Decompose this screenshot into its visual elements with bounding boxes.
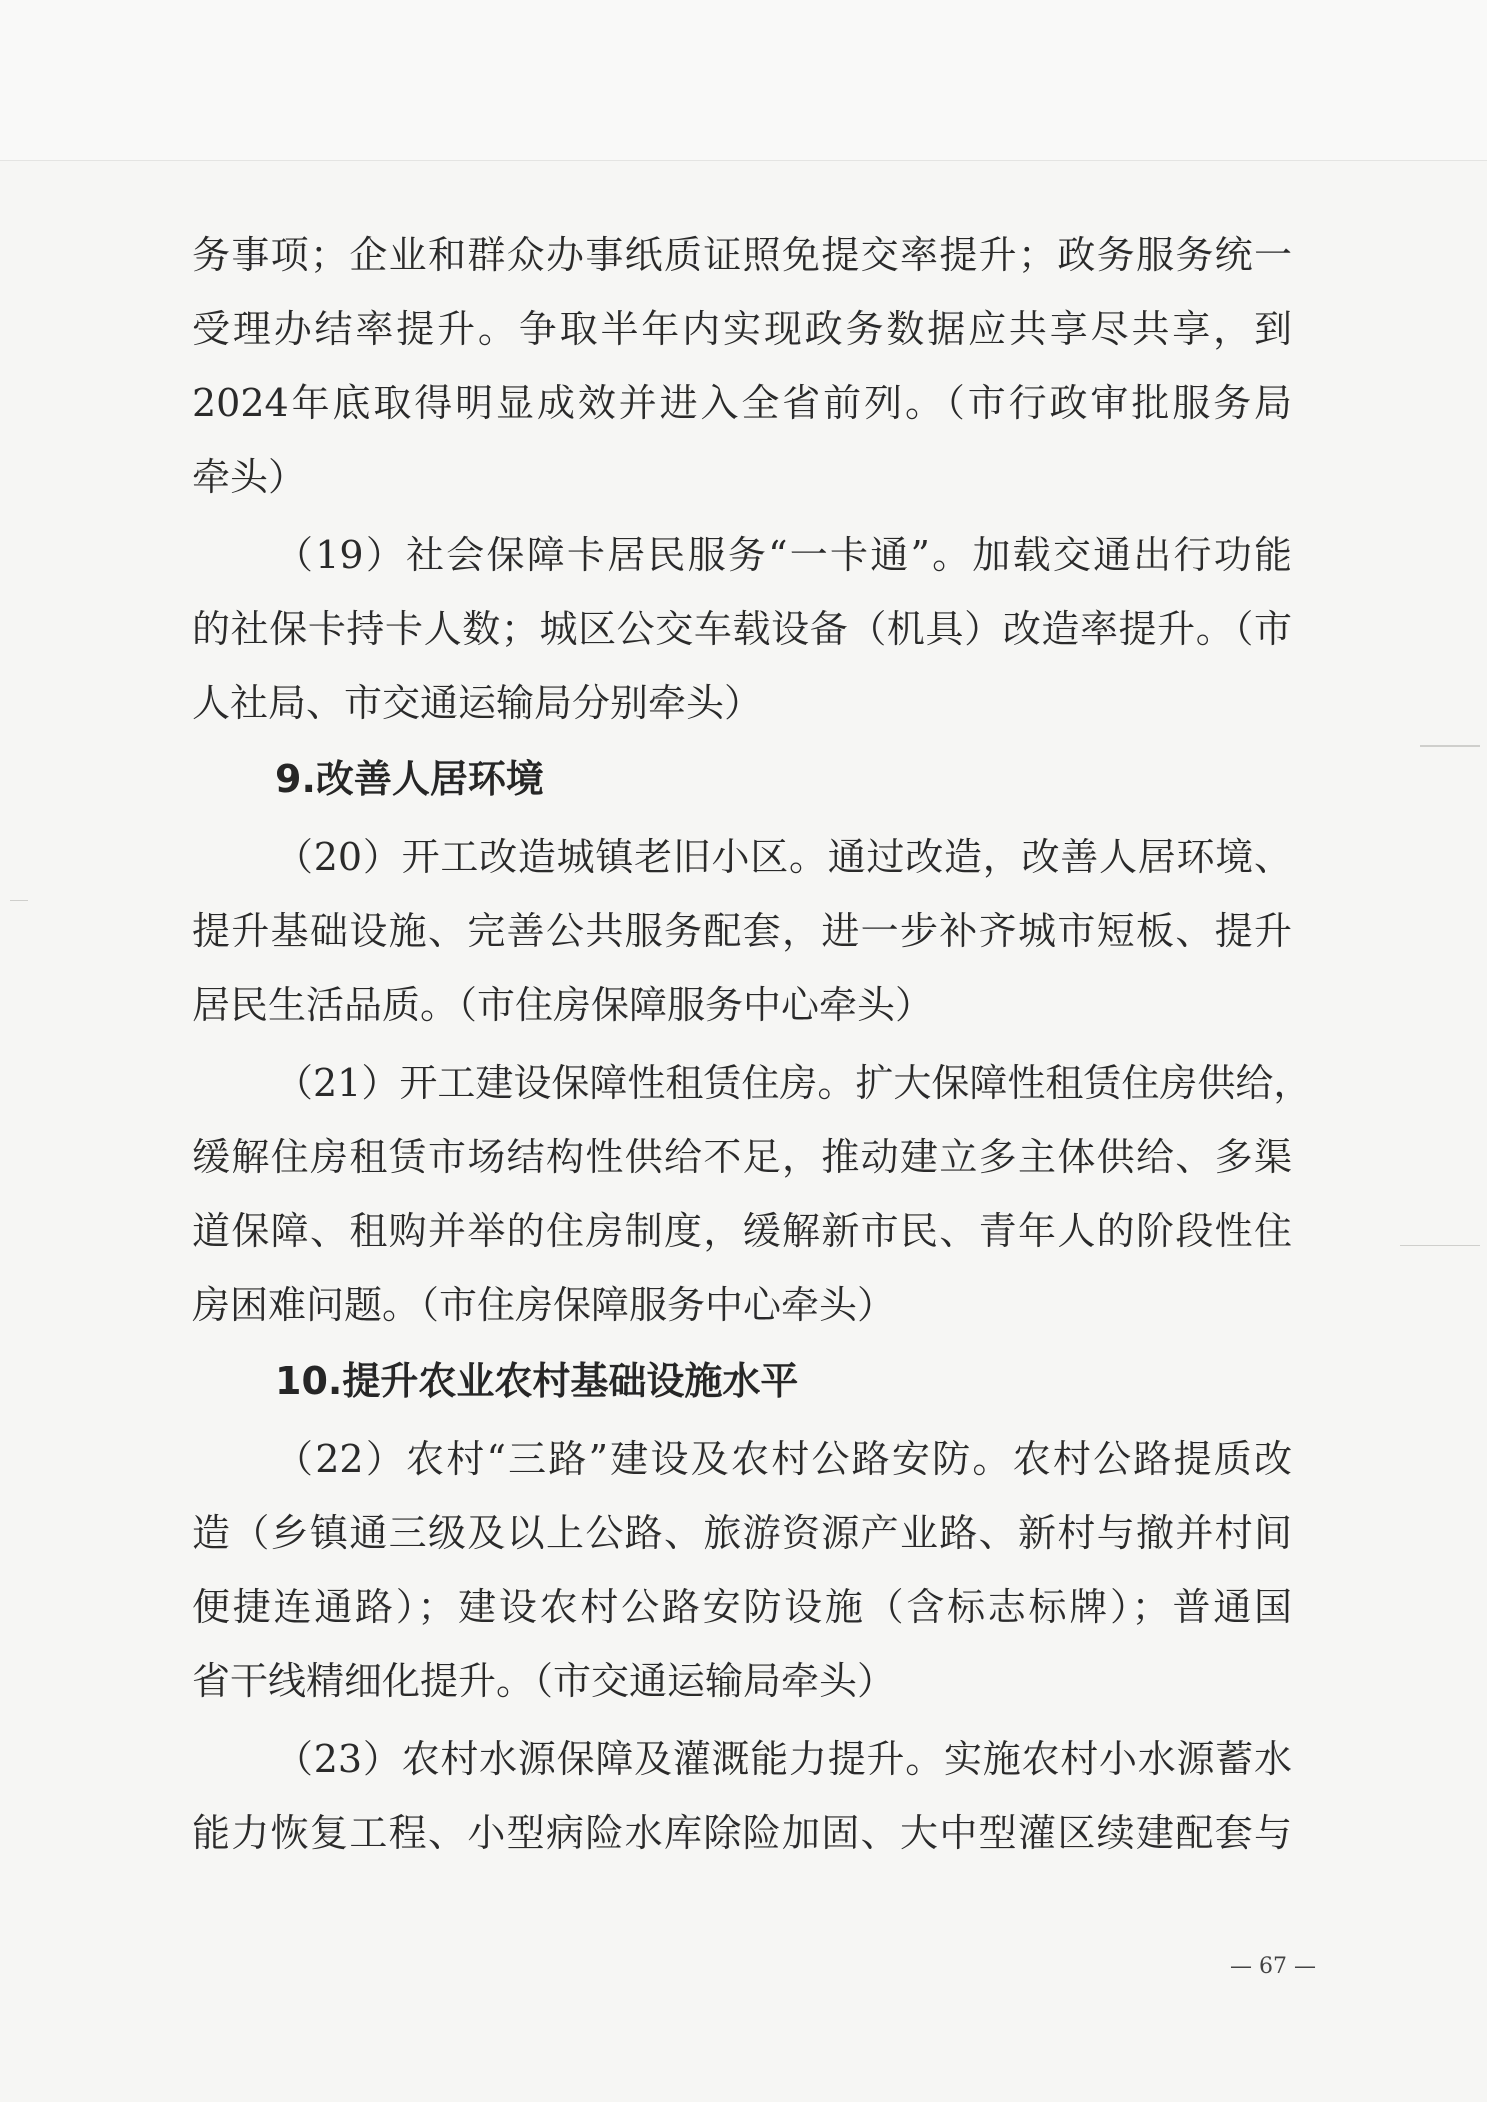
scan-artifact [1420,745,1480,747]
body-line: 受理办结率提升。争取半年内实现政务数据应共享尽共享，到 [192,307,1292,351]
item-21-first-line: （21）开工建设保障性租赁住房。扩大保障性租赁住房供给， [275,1061,1312,1105]
page-number: — 67 — [1230,1954,1316,1979]
section-heading-10: 10.提升农业农村基础设施水平 [275,1359,799,1403]
scan-artifact [1400,1245,1480,1246]
body-line: 务事项；企业和群众办事纸质证照免提交率提升；政务服务统一 [192,233,1292,277]
body-line: 居民生活品质。（市住房保障服务中心牵头） [192,983,934,1027]
body-line: 提升基础设施、完善公共服务配套，进一步补齐城市短板、提升 [192,909,1292,953]
body-line: 省干线精细化提升。（市交通运输局牵头） [192,1659,896,1703]
body-line: 造（乡镇通三级及以上公路、旅游资源产业路、新村与撤并村间 [192,1511,1292,1555]
item-22-first-line: （22）农村“三路”建设及农村公路安防。农村公路提质改 [275,1437,1292,1481]
body-line: 房困难问题。（市住房保障服务中心牵头） [192,1283,896,1327]
section-heading-9: 9.改善人居环境 [275,757,544,801]
body-line: 人社局、市交通运输局分别牵头） [192,681,763,725]
body-line: 能力恢复工程、小型病险水库除险加固、大中型灌区续建配套与 [192,1811,1292,1855]
item-20-first-line: （20）开工改造城镇老旧小区。通过改造，改善人居环境、 [275,835,1292,879]
scan-artifact [10,900,28,901]
item-19-first-line: （19）社会保障卡居民服务“一卡通”。加载交通出行功能 [275,533,1292,577]
body-line: 牵头） [192,455,307,499]
body-line: 的社保卡持卡人数；城区公交车载设备（机具）改造率提升。（市 [192,607,1292,651]
body-line: 便捷连通路）；建设农村公路安防设施（含标志标牌）；普通国 [192,1585,1292,1629]
item-23-first-line: （23）农村水源保障及灌溉能力提升。实施农村小水源蓄水 [275,1737,1292,1781]
body-line: 道保障、租购并举的住房制度，缓解新市民、青年人的阶段性住 [192,1209,1292,1253]
body-line: 缓解住房租赁市场结构性供给不足，推动建立多主体供给、多渠 [192,1135,1292,1179]
body-line: 2024年底取得明显成效并进入全省前列。（市行政审批服务局 [192,381,1292,425]
